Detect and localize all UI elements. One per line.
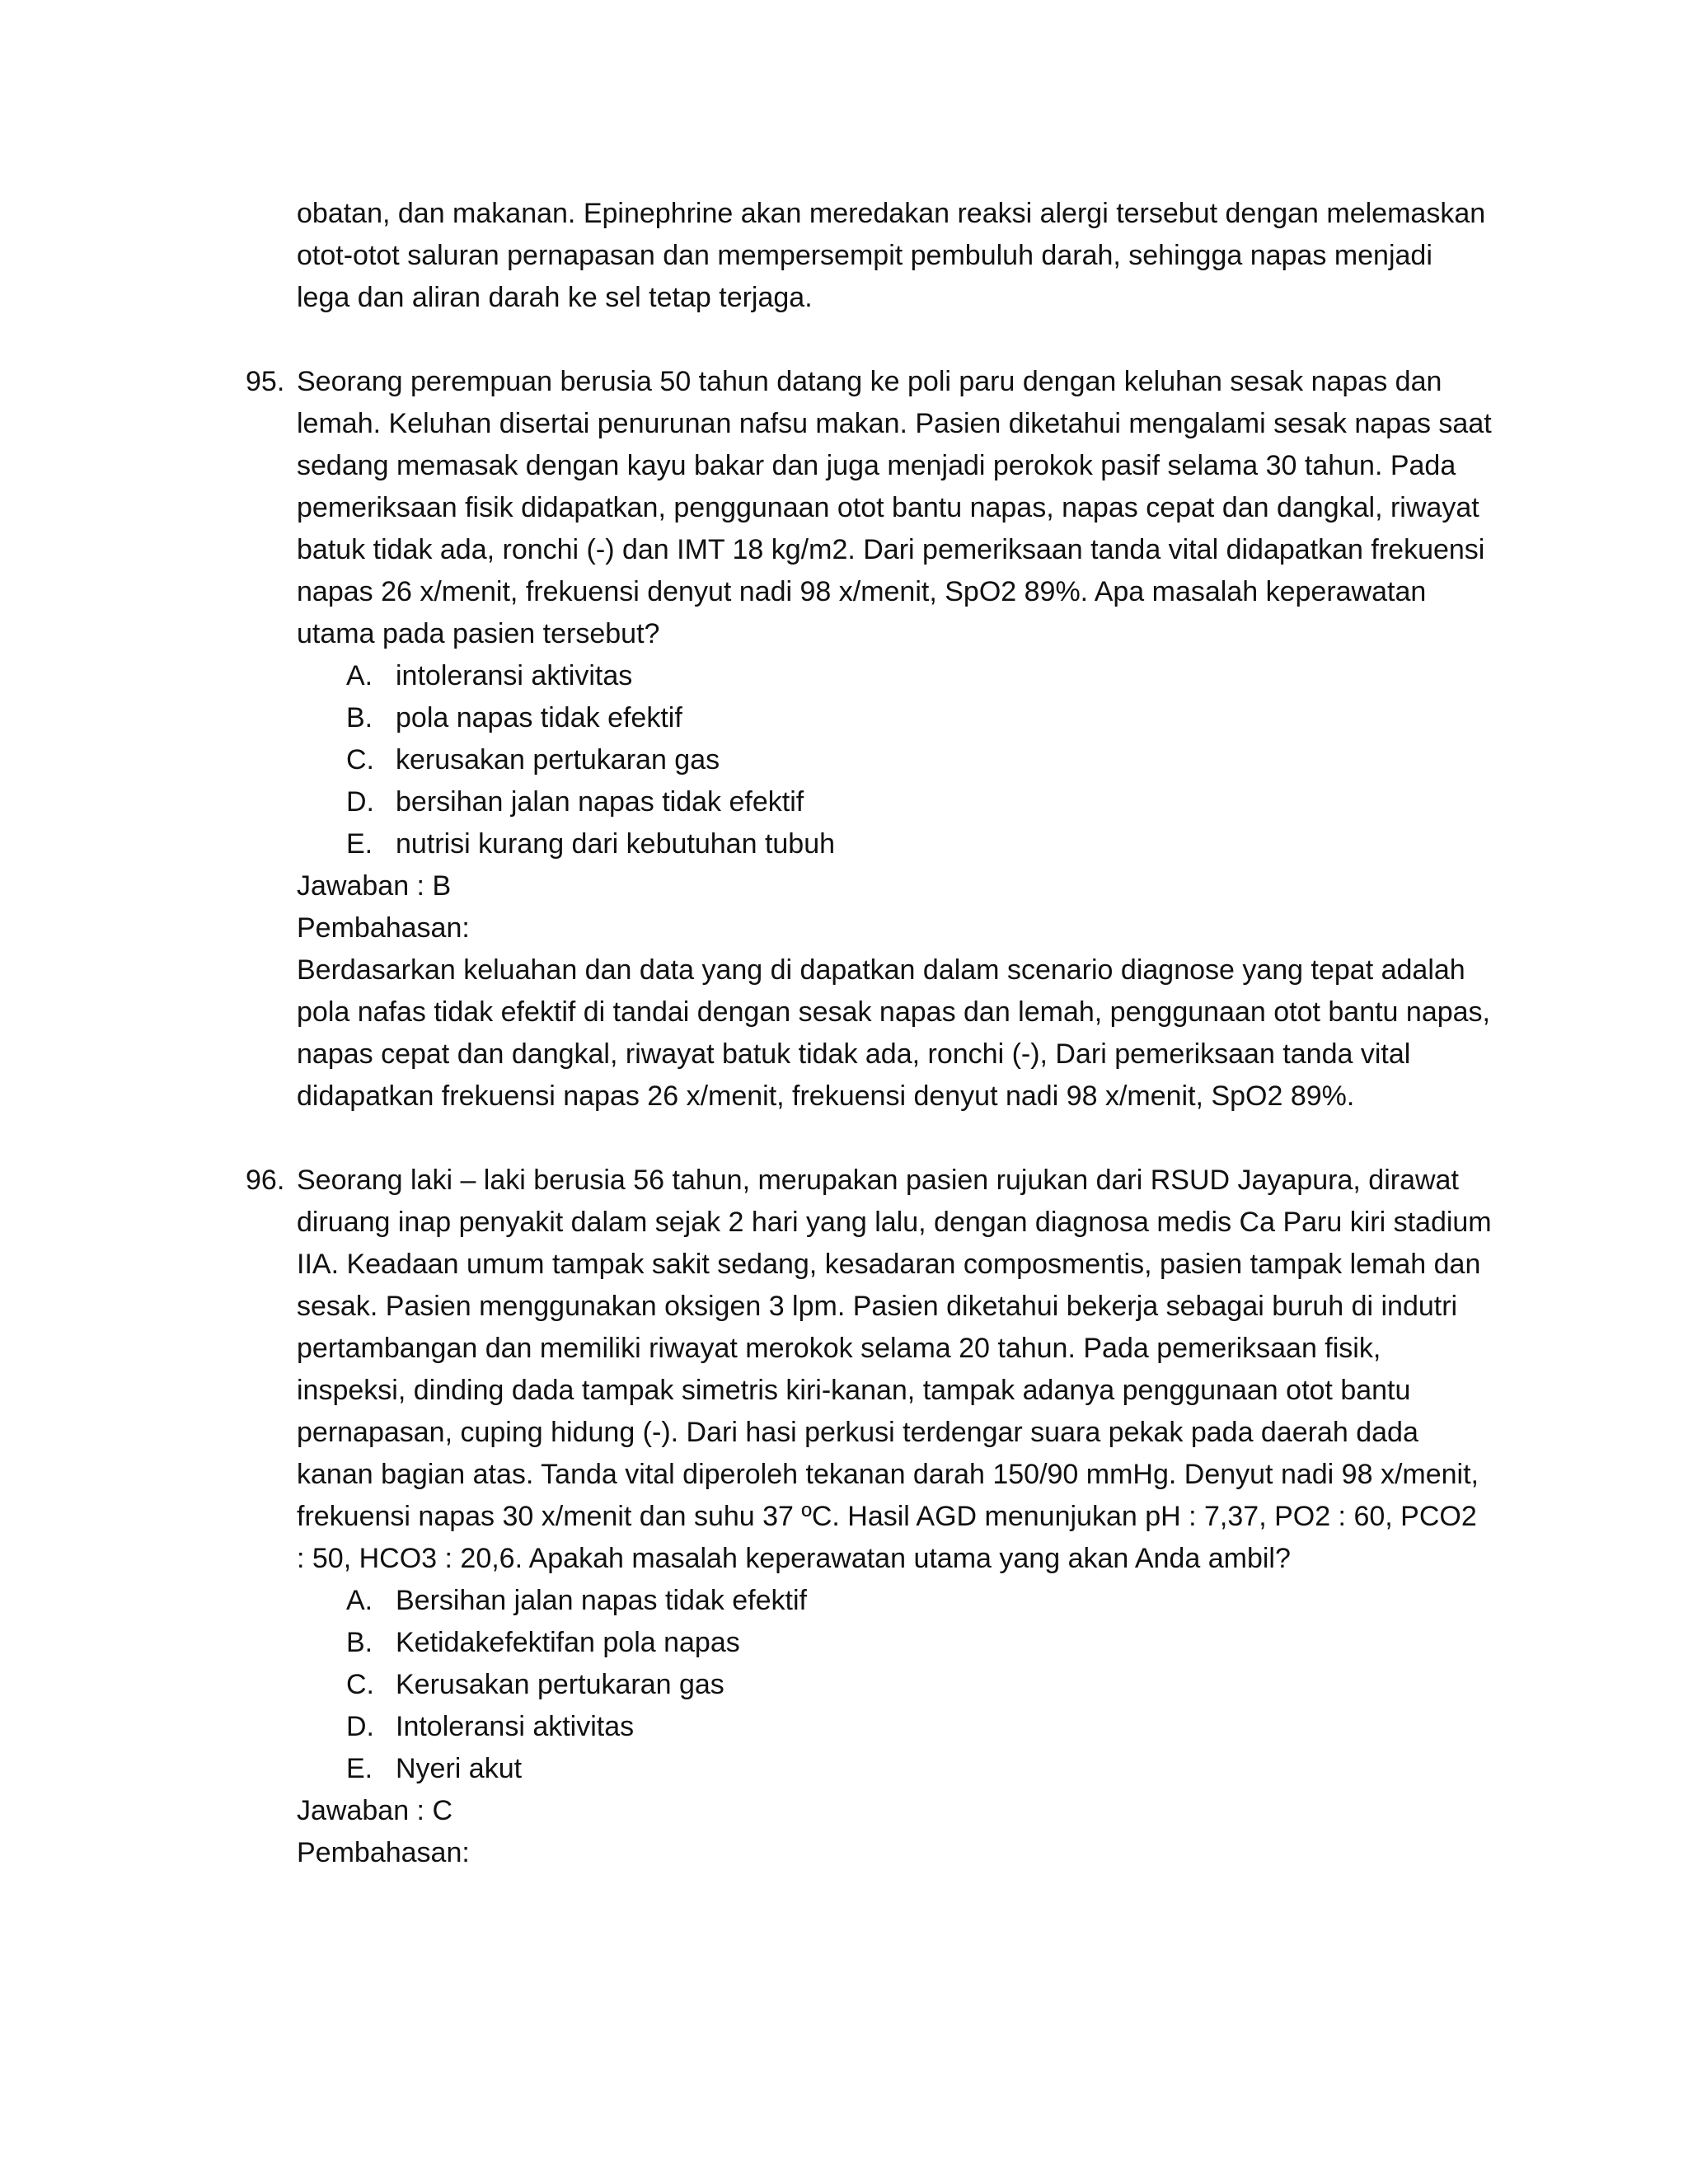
option-text: pola napas tidak efektif xyxy=(396,702,682,733)
option-text: Bersihan jalan napas tidak efektif xyxy=(396,1585,807,1616)
page-content xyxy=(246,193,1492,1874)
option-letter: D. xyxy=(346,1711,374,1742)
question-text: Seorang laki – laki berusia 56 tahun, merupakan pasien rujukan dari RSUD Jayapura, dirawat diruang inap penyakit dalam sejak 2 hari yang lalu, dengan diagnosa medis Ca Paru kiri stadium IIA. Keadaan umum tampak sakit sedang, kesadaran composmentis, pasien tampak lemah dan sesak. Pasien menggunakan oksigen 3 lpm. Pasien diketahui bekerja sebagai buruh di indutri pertambangan dan memiliki riwayat merokok selama 20 tahun. Pada pemeriksaan fisik, inspeksi, dinding dada tampak simetris kiri-kanan, tampak adanya penggunaan otot bantu pernapasan, cuping hidung (-). Dari hasi perkusi terdengar suara pekak pada daerah dada kanan bagian atas. Tanda vital diperoleh tekanan darah 150/90 mmHg. Denyut nadi 98 x/menit, frekuensi napas 30 x/menit dan suhu 37 ºC. Hasil AGD menunjukan pH : 7,37, PO2 : 60, PCO2 : 50, HCO3 : 20,6. Apakah masalah keperawatan utama yang akan Anda ambil? xyxy=(297,1165,1492,1574)
question-number: 96. xyxy=(246,1165,285,1196)
option-letter: C. xyxy=(346,1669,374,1700)
option-letter: E. xyxy=(346,1753,373,1784)
option-letter: D. xyxy=(346,786,374,818)
question-text: Seorang perempuan berusia 50 tahun datang ke poli paru dengan keluhan sesak napas dan lemah. Keluhan disertai penurunan nafsu makan. Pasien diketahui mengalami sesak napas saat sedang memasak dengan kayu bakar dan juga menjadi perokok pasif selama 30 tahun. Pada pemeriksaan fisik didapatkan, penggunaan otot bantu napas, napas cepat dan dangkal, riwayat batuk tidak ada, ronchi (-) dan IMT 18 kg/m2. Dari pemeriksaan tanda vital didapatkan frekuensi napas 26 x/menit, frekuensi denyut nadi 98 x/menit, SpO2 89%. Apa masalah keperawatan utama pada pasien tersebut? xyxy=(297,366,1492,649)
option-a xyxy=(297,655,1492,697)
option-e xyxy=(297,823,1492,865)
answer-options xyxy=(297,1580,1492,1790)
option-text: intoleransi aktivitas xyxy=(396,660,633,691)
option-letter: E. xyxy=(346,828,373,860)
option-text: Intoleransi aktivitas xyxy=(396,1711,635,1742)
option-text: Ketidakefektifan pola napas xyxy=(396,1627,740,1658)
question-96 xyxy=(246,1160,1492,1874)
question-number: 95. xyxy=(246,366,285,397)
question-95 xyxy=(246,361,1492,1118)
option-e xyxy=(297,1748,1492,1790)
option-b xyxy=(297,697,1492,739)
discussion-text: Berdasarkan keluahan dan data yang di dapatkan dalam scenario diagnose yang tepat adalah pola nafas tidak efektif di tandai dengan sesak napas dan lemah, penggunaan otot bantu napas, napas cepat dan dangkal, riwayat batuk tidak ada, ronchi (-), Dari pemeriksaan tanda vital didapatkan frekuensi napas 26 x/menit, frekuensi denyut nadi 98 x/menit, SpO2 89%. xyxy=(297,954,1490,1112)
option-a xyxy=(297,1580,1492,1622)
option-c xyxy=(297,739,1492,781)
option-letter: B. xyxy=(346,1627,373,1658)
intro-paragraph: obatan, dan makanan. Epinephrine akan meredakan reaksi alergi tersebut dengan melemaskan otot-otot saluran pernapasan dan mempersempit pembuluh darah, sehingga napas menjadi lega dan aliran darah ke sel tetap terjaga. xyxy=(297,198,1486,313)
answer-options xyxy=(297,655,1492,865)
option-text: Nyeri akut xyxy=(396,1753,523,1784)
option-letter: B. xyxy=(346,702,373,733)
option-letter: A. xyxy=(346,660,373,691)
option-text: kerusakan pertukaran gas xyxy=(396,744,720,776)
option-letter: A. xyxy=(346,1585,373,1616)
option-b xyxy=(297,1622,1492,1664)
discussion-label: Pembahasan: xyxy=(297,912,470,944)
answer-key: Jawaban : B xyxy=(297,870,452,902)
discussion-label: Pembahasan: xyxy=(297,1837,470,1868)
option-text: nutrisi kurang dari kebutuhan tubuh xyxy=(396,828,836,860)
option-text: bersihan jalan napas tidak efektif xyxy=(396,786,804,818)
option-letter: C. xyxy=(346,744,374,776)
answer-key: Jawaban : C xyxy=(297,1795,452,1826)
option-text: Kerusakan pertukaran gas xyxy=(396,1669,724,1700)
option-d xyxy=(297,1706,1492,1748)
option-c xyxy=(297,1664,1492,1706)
option-d xyxy=(297,781,1492,823)
